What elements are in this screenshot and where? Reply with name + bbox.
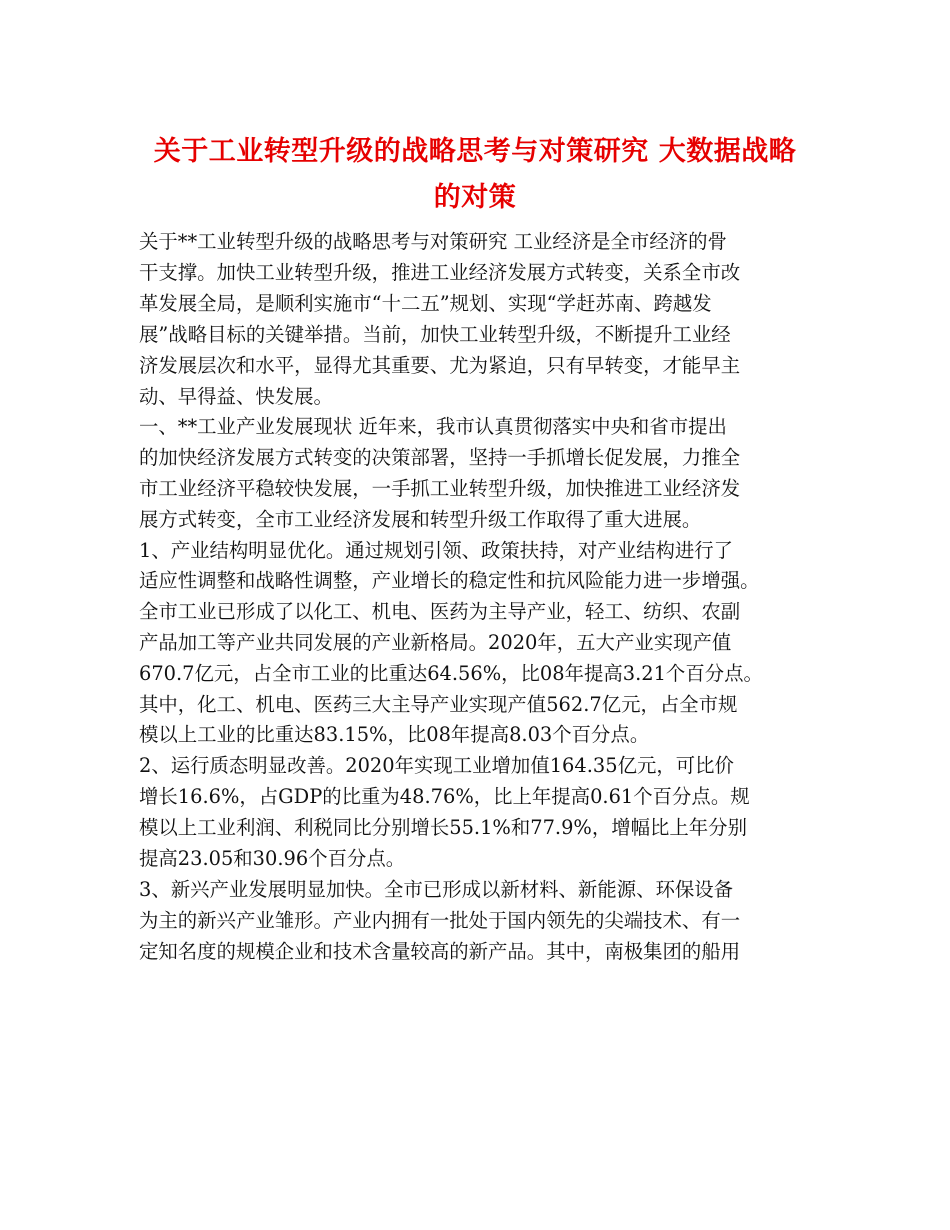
body-line: 增长16.6%，占GDP的比重为48.76%，比上年提高0.61个百分点。规 bbox=[139, 785, 750, 808]
body-line: 全市工业已形成了以化工、机电、医药为主导产业，轻工、纺织、农副 bbox=[139, 600, 741, 623]
section-heading-line: 一、**工业产业发展现状 近年来，我市认真贯彻落实中央和省市提出 bbox=[139, 415, 727, 438]
body-line: 3、新兴产业发展明显加快。全市已形成以新材料、新能源、环保设备 bbox=[139, 878, 734, 901]
body-line: 适应性调整和战略性调整，产业增长的稳定性和抗风险能力进一步增强。 bbox=[139, 569, 760, 592]
body-line: 展”战略目标的关键举措。当前，加快工业转型升级，不断提升工业经 bbox=[139, 323, 731, 346]
body-line: 模以上工业的比重达83.15%，比08年提高8.03个百分点。 bbox=[139, 723, 650, 746]
body-line: 模以上工业利润、利税同比分别增长55.1%和77.9%，增幅比上年分别 bbox=[139, 816, 747, 839]
body-line: 市工业经济平稳较快发展，一手抓工业转型升级，加快推进工业经济发 bbox=[139, 477, 741, 500]
body-line: 为主的新兴产业雏形。产业内拥有一批处于国内领先的尖端技术、有一 bbox=[139, 909, 741, 932]
body-line: 其中，化工、机电、医药三大主导产业实现产值562.7亿元，占全市规 bbox=[139, 693, 738, 716]
body-line: 展方式转变，全市工业经济发展和转型升级工作取得了重大进展。 bbox=[139, 508, 702, 531]
body-line: 定知名度的规模企业和技术含量较高的新产品。其中，南极集团的船用 bbox=[139, 940, 741, 963]
document-title-line-1: 关于工业转型升级的战略思考与对策研究 大数据战略 bbox=[153, 136, 797, 167]
body-line: 1、产业结构明显优化。通过规划引领、政策扶持，对产业结构进行了 bbox=[139, 539, 734, 562]
body-line: 革发展全局，是顺利实施市“十二五”规划、实现“学赶苏南、跨越发 bbox=[139, 292, 712, 315]
body-line: 济发展层次和水平，显得尤其重要、尤为紧迫，只有早转变，才能早主 bbox=[139, 354, 741, 377]
body-line: 关于**工业转型升级的战略思考与对策研究 工业经济是全市经济的骨 bbox=[139, 230, 727, 253]
body-line: 产品加工等产业共同发展的产业新格局。2020年，五大产业实现产值 bbox=[139, 631, 732, 654]
document-title-line-2: 的对策 bbox=[433, 182, 517, 213]
body-line: 干支撑。加快工业转型升级，推进工业经济发展方式转变，关系全市改 bbox=[139, 261, 741, 284]
body-line: 670.7亿元，占全市工业的比重达64.56%，比08年提高3.21个百分点。 bbox=[139, 662, 763, 685]
body-line: 的加快经济发展方式转变的决策部署，坚持一手抓增长促发展，力推全 bbox=[139, 446, 741, 469]
body-line: 动、早得益、快发展。 bbox=[139, 385, 333, 408]
body-line: 提高23.05和30.96个百分点。 bbox=[139, 847, 406, 870]
body-line: 2、运行质态明显改善。2020年实现工业增加值164.35亿元，可比价 bbox=[139, 754, 734, 777]
